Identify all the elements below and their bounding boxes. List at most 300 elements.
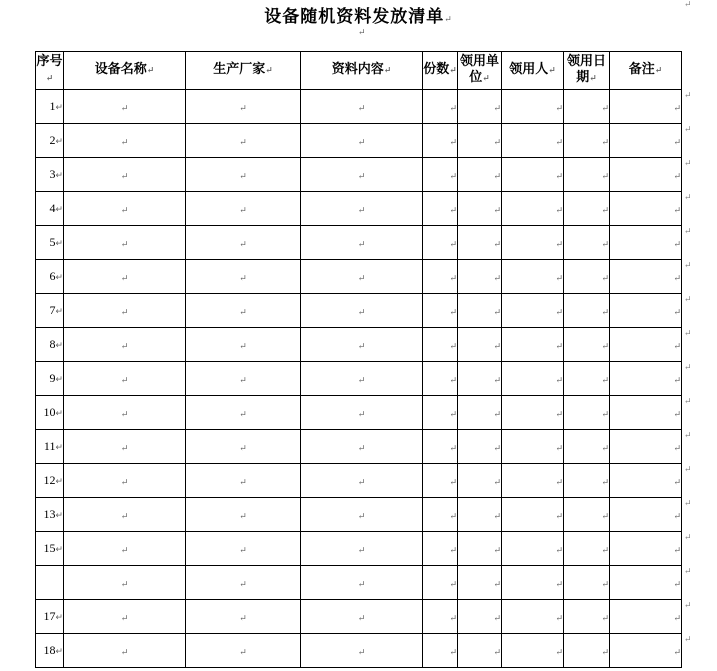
cell-mark: ↵ [357,613,366,624]
cell-note[interactable] [610,328,682,362]
cell-mark: ↵ [239,137,247,148]
cell-mark: ↵ [601,273,609,284]
cell-unit[interactable] [458,192,502,226]
table-row [36,124,682,158]
cell-mark: ↵ [55,340,63,350]
cell-seq[interactable] [36,328,64,362]
seq-number: 8 [49,337,56,351]
cell-mark: ↵ [239,307,247,318]
cell-date[interactable] [564,226,610,260]
cell-mark: ↵ [555,307,563,318]
seq-number: 1 [49,99,56,113]
column-header-label: 设备名称 [94,62,147,77]
cell-mark: ↵ [555,341,563,352]
cell-mark: ↵ [239,341,247,352]
cell-mark: ↵ [493,137,501,148]
cell-seq[interactable] [36,192,64,226]
cell-mark: ↵ [601,341,609,352]
cell-mark: ↵ [555,273,563,284]
cell-maker[interactable] [186,260,301,294]
cell-copies[interactable] [423,192,458,226]
cell-person[interactable] [502,294,564,328]
cell-mark: ↵ [493,477,501,488]
cell-mark: ↵ [55,306,63,316]
cell-content[interactable] [301,90,423,124]
cell-mark: ↵ [449,103,457,114]
cell-copies[interactable] [423,226,458,260]
cell-name[interactable] [64,158,186,192]
cell-mark: ↵ [589,74,597,84]
cell-unit[interactable] [458,396,502,430]
cell-mark: ↵ [673,511,681,522]
cell-maker[interactable] [186,124,301,158]
column-header-date [564,52,610,90]
cell-note[interactable] [610,430,682,464]
cell-mark: ↵ [120,205,129,216]
cell-unit[interactable] [458,464,502,498]
cell-unit[interactable] [458,294,502,328]
cell-mark: ↵ [673,205,681,216]
cell-mark: ↵ [239,409,247,420]
cell-mark: ↵ [120,137,129,148]
cell-name[interactable] [64,362,186,396]
cell-content[interactable] [301,532,423,566]
cell-copies[interactable] [423,294,458,328]
cell-mark: ↵ [357,409,366,420]
column-header-label: 领用人 [509,62,549,77]
cell-mark: ↵ [601,375,609,386]
cell-name[interactable] [64,124,186,158]
table-row [36,532,682,566]
cell-note[interactable] [610,192,682,226]
cell-mark: ↵ [555,545,563,556]
table-row [36,566,682,600]
cell-mark: ↵ [239,375,247,386]
cell-name[interactable] [64,498,186,532]
cell-date[interactable] [564,532,610,566]
cell-mark: ↵ [601,307,609,318]
cell-content[interactable] [301,396,423,430]
cell-copies[interactable] [423,600,458,634]
cell-copies[interactable] [423,532,458,566]
cell-mark: ↵ [555,205,563,216]
cell-note[interactable] [610,566,682,600]
cell-name[interactable] [64,600,186,634]
cell-mark: ↵ [120,579,129,590]
cell-note[interactable] [610,362,682,396]
cell-mark: ↵ [555,375,563,386]
cell-mark: ↵ [601,477,609,488]
cell-note[interactable] [610,396,682,430]
table-row [36,430,682,464]
cell-mark: ↵ [55,544,63,554]
cell-mark: ↵ [673,375,681,386]
cell-maker[interactable] [186,600,301,634]
cell-content[interactable] [301,600,423,634]
cell-mark: ↵ [55,170,63,180]
cell-content[interactable] [301,158,423,192]
cell-mark: ↵ [55,646,63,656]
cell-mark: ↵ [601,103,609,114]
cell-person[interactable] [502,124,564,158]
cell-mark: ↵ [449,545,457,556]
cell-date[interactable] [564,566,610,600]
cell-person[interactable] [502,566,564,600]
cell-person[interactable] [502,430,564,464]
cell-date[interactable] [564,328,610,362]
table-row [36,600,682,634]
table-row [36,464,682,498]
cell-mark: ↵ [357,307,366,318]
cell-mark: ↵ [120,273,129,284]
cell-note[interactable] [610,90,682,124]
cell-seq[interactable] [36,260,64,294]
cell-date[interactable] [564,158,610,192]
cell-date[interactable] [564,362,610,396]
cell-person[interactable] [502,396,564,430]
cell-mark: ↵ [120,545,129,556]
cell-mark: ↵ [357,647,366,658]
cell-seq[interactable] [36,498,64,532]
cell-note[interactable] [610,600,682,634]
cell-unit[interactable] [458,566,502,600]
cell-name[interactable] [64,634,186,668]
cell-mark: ↵ [55,442,63,452]
cell-mark: ↵ [449,647,457,658]
cell-name[interactable] [64,90,186,124]
cell-mark: ↵ [357,443,366,454]
cell-maker[interactable] [186,362,301,396]
cell-copies[interactable] [423,90,458,124]
cell-copies[interactable] [423,124,458,158]
cell-content[interactable] [301,430,423,464]
cell-note[interactable] [610,634,682,668]
cell-mark: ↵ [449,341,457,352]
seq-number: 6 [49,269,56,283]
row-end-mark: ↵ [684,193,692,203]
cell-maker[interactable] [186,634,301,668]
cell-mark: ↵ [493,341,501,352]
cell-mark: ↵ [239,205,247,216]
cell-name[interactable] [64,566,186,600]
cell-date[interactable] [564,192,610,226]
cell-unit[interactable] [458,226,502,260]
cell-name[interactable] [64,226,186,260]
cell-copies[interactable] [423,566,458,600]
cell-mark: ↵ [55,238,63,248]
cell-unit[interactable] [458,600,502,634]
cell-date[interactable] [564,464,610,498]
cell-date[interactable] [564,600,610,634]
cell-maker[interactable] [186,192,301,226]
cell-unit[interactable] [458,124,502,158]
cell-name[interactable] [64,532,186,566]
cell-mark: ↵ [493,545,501,556]
cell-mark: ↵ [449,613,457,624]
column-header-note [610,52,682,90]
cell-maker[interactable] [186,328,301,362]
cell-person[interactable] [502,260,564,294]
cell-mark: ↵ [493,171,501,182]
cell-mark: ↵ [673,273,681,284]
cell-person[interactable] [502,226,564,260]
cell-content[interactable] [301,226,423,260]
cell-note[interactable] [610,260,682,294]
cell-date[interactable] [564,124,610,158]
cell-seq[interactable] [36,158,64,192]
cell-content[interactable] [301,362,423,396]
cell-mark: ↵ [673,409,681,420]
cell-mark: ↵ [239,579,247,590]
row-end-mark: ↵ [684,601,692,611]
cell-mark: ↵ [239,477,247,488]
cell-content[interactable] [301,464,423,498]
column-header-maker [186,52,301,90]
cell-person[interactable] [502,90,564,124]
cell-unit[interactable] [458,90,502,124]
cell-content[interactable] [301,192,423,226]
cell-date[interactable] [564,396,610,430]
cell-seq[interactable] [36,362,64,396]
cell-mark: ↵ [482,74,490,84]
cell-note[interactable] [610,294,682,328]
cell-unit[interactable] [458,362,502,396]
cell-content[interactable] [301,566,423,600]
cell-content[interactable] [301,294,423,328]
cell-mark: ↵ [120,375,129,386]
column-header-label: 份数 [423,62,450,77]
cell-unit[interactable] [458,634,502,668]
cell-mark: ↵ [357,273,366,284]
cell-unit[interactable] [458,328,502,362]
cell-mark: ↵ [357,171,366,182]
cell-seq[interactable] [36,396,64,430]
cell-name[interactable] [64,396,186,430]
cell-mark: ↵ [449,409,457,420]
table-row [36,158,682,192]
cell-seq[interactable] [36,226,64,260]
cell-name[interactable] [64,294,186,328]
cell-mark: ↵ [601,239,609,250]
cell-person[interactable] [502,498,564,532]
cell-date[interactable] [564,90,610,124]
row-end-mark: ↵ [684,91,692,101]
cell-maker[interactable] [186,158,301,192]
cell-name[interactable] [64,328,186,362]
cell-mark: ↵ [55,408,63,418]
cell-maker[interactable] [186,464,301,498]
cell-maker[interactable] [186,532,301,566]
cell-date[interactable] [564,498,610,532]
cell-date[interactable] [564,260,610,294]
cell-mark: ↵ [120,341,129,352]
row-end-mark: ↵ [684,431,692,441]
cell-date[interactable] [564,294,610,328]
cell-mark: ↵ [55,374,63,384]
cell-unit[interactable] [458,532,502,566]
cell-mark: ↵ [673,171,681,182]
seq-number: 9 [49,371,56,385]
cell-copies[interactable] [423,260,458,294]
cell-unit[interactable] [458,158,502,192]
cell-person[interactable] [502,158,564,192]
cell-copies[interactable] [423,158,458,192]
table-row [36,328,682,362]
cell-seq[interactable] [36,634,64,668]
cell-mark: ↵ [493,579,501,590]
cell-content[interactable] [301,124,423,158]
cell-note[interactable] [610,226,682,260]
row-end-mark: ↵ [684,465,692,475]
cell-copies[interactable] [423,634,458,668]
column-header-label: 领用日期 [566,54,606,85]
seq-number: 4 [49,201,56,215]
cell-unit[interactable] [458,430,502,464]
seq-number: 5 [49,235,56,249]
seq-number: 13 [43,507,56,521]
cell-unit[interactable] [458,260,502,294]
cell-name[interactable] [64,430,186,464]
cell-mark: ↵ [120,647,129,658]
cell-note[interactable] [610,158,682,192]
cell-mark: ↵ [357,341,366,352]
cell-mark: ↵ [493,307,501,318]
cell-mark: ↵ [357,239,366,250]
paragraph-mark: ↵ [444,15,453,25]
cell-copies[interactable] [423,328,458,362]
cell-date[interactable] [564,430,610,464]
cell-content[interactable] [301,260,423,294]
cell-maker[interactable] [186,498,301,532]
cell-seq[interactable] [36,532,64,566]
cell-date[interactable] [564,634,610,668]
cell-seq[interactable] [36,90,64,124]
cell-person[interactable] [502,532,564,566]
cell-mark: ↵ [357,477,366,488]
cell-mark: ↵ [601,171,609,182]
cell-person[interactable] [502,328,564,362]
cell-mark: ↵ [493,647,501,658]
cell-person[interactable] [502,464,564,498]
cell-person[interactable] [502,634,564,668]
seq-number: 7 [49,303,56,317]
cell-mark: ↵ [120,103,129,114]
cell-mark: ↵ [555,613,563,624]
cell-maker[interactable] [186,430,301,464]
cell-mark: ↵ [120,239,129,250]
cell-note[interactable] [610,464,682,498]
cell-mark: ↵ [265,66,273,76]
cell-copies[interactable] [423,430,458,464]
cell-mark: ↵ [673,613,681,624]
cell-content[interactable] [301,328,423,362]
cell-mark: ↵ [449,66,457,76]
cell-mark: ↵ [55,102,63,112]
cell-mark: ↵ [120,613,129,624]
cell-maker[interactable] [186,396,301,430]
cell-maker[interactable] [186,566,301,600]
cell-mark: ↵ [55,476,63,486]
row-end-mark: ↵ [684,159,692,169]
table-row [36,226,682,260]
cell-copies[interactable] [423,498,458,532]
cell-seq[interactable] [36,430,64,464]
cell-person[interactable] [502,600,564,634]
table-row [36,396,682,430]
seq-number: 2 [49,133,56,147]
cell-maker[interactable] [186,226,301,260]
row-end-mark: ↵ [684,295,692,305]
cell-copies[interactable] [423,464,458,498]
cell-seq[interactable] [36,600,64,634]
cell-content[interactable] [301,634,423,668]
cell-seq[interactable] [36,566,64,600]
cell-maker[interactable] [186,90,301,124]
cell-mark: ↵ [673,579,681,590]
column-header-label: 生产厂家 [213,62,266,77]
cell-mark: ↵ [673,103,681,114]
cell-note[interactable] [610,498,682,532]
cell-mark: ↵ [55,612,63,622]
cell-copies[interactable] [423,362,458,396]
cell-seq[interactable] [36,294,64,328]
table-row [36,362,682,396]
table-row [36,260,682,294]
cell-unit[interactable] [458,498,502,532]
row-end-mark: ↵ [684,397,692,407]
cell-content[interactable] [301,498,423,532]
cell-name[interactable] [64,260,186,294]
cell-mark: ↵ [673,341,681,352]
row-end-mark: ↵ [684,0,692,10]
column-header-name [64,52,186,90]
cell-mark: ↵ [146,66,155,76]
cell-mark: ↵ [493,103,501,114]
table-row [36,294,682,328]
cell-mark: ↵ [493,239,501,250]
cell-mark: ↵ [357,545,366,556]
cell-mark: ↵ [120,443,129,454]
cell-mark: ↵ [357,511,366,522]
cell-person[interactable] [502,362,564,396]
column-header-person [502,52,564,90]
cell-mark: ↵ [673,137,681,148]
cell-mark: ↵ [555,171,563,182]
cell-mark: ↵ [357,375,366,386]
cell-mark: ↵ [120,171,129,182]
cell-mark: ↵ [555,239,563,250]
seq-number: 15 [43,541,56,555]
cell-mark: ↵ [449,579,457,590]
cell-mark: ↵ [383,66,392,76]
cell-maker[interactable] [186,294,301,328]
cell-seq[interactable] [36,464,64,498]
column-header-label: 资料内容 [331,62,384,77]
row-end-mark: ↵ [684,363,692,373]
cell-note[interactable] [610,532,682,566]
cell-mark: ↵ [601,205,609,216]
cell-person[interactable] [502,192,564,226]
cell-copies[interactable] [423,396,458,430]
cell-name[interactable] [64,464,186,498]
column-header-seq [36,52,64,90]
row-end-mark: ↵ [684,567,692,577]
cell-mark: ↵ [673,545,681,556]
cell-name[interactable] [64,192,186,226]
seq-number: 3 [49,167,56,181]
cell-seq[interactable] [36,124,64,158]
cell-note[interactable] [610,124,682,158]
